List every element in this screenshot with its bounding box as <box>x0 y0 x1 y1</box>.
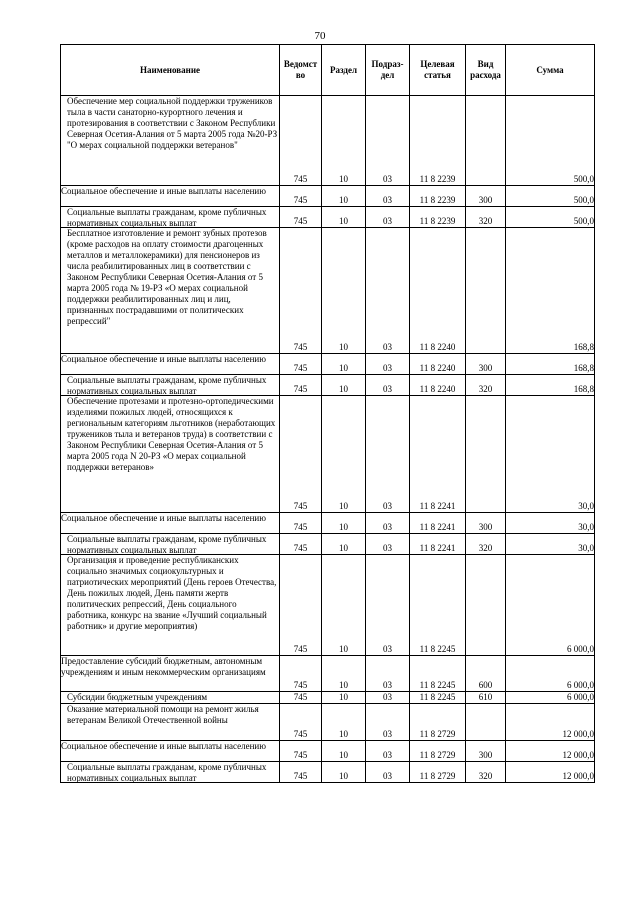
row-name-text: Социальное обеспечение и иные выплаты населению <box>61 513 266 523</box>
cell-dept: 745 <box>280 375 322 396</box>
cell-expense-type: 600 <box>466 656 506 692</box>
cell-section: 10 <box>322 96 366 186</box>
cell-target: 11 8 2729 <box>410 762 466 783</box>
cell-target: 11 8 2245 <box>410 555 466 656</box>
header-section: Раздел <box>322 45 366 96</box>
cell-amount: 12 000,0 <box>506 704 595 741</box>
cell-subsection: 03 <box>366 96 410 186</box>
cell-section: 10 <box>322 704 366 741</box>
cell-name <box>61 207 280 228</box>
cell-expense-type: 300 <box>466 186 506 207</box>
cell-expense-type <box>466 704 506 741</box>
cell-dept: 745 <box>280 741 322 762</box>
row-name-text: Социальные выплаты гражданам, кроме публичных нормативных социальных выплат <box>67 534 267 554</box>
table-row <box>61 534 595 555</box>
header-dept: Ведомст во <box>280 45 322 96</box>
cell-name <box>61 396 280 513</box>
cell-expense-type: 320 <box>466 375 506 396</box>
cell-dept: 745 <box>280 396 322 513</box>
cell-target: 11 8 2239 <box>410 186 466 207</box>
cell-target: 11 8 2729 <box>410 741 466 762</box>
cell-amount: 500,0 <box>506 186 595 207</box>
cell-name <box>61 534 280 555</box>
row-name-text: Социальное обеспечение и иные выплаты населению <box>61 354 266 364</box>
row-name-text: Организация и проведение республиканских социально значимых социокультурных и патриотических мероприятий (День героев Отечества, День пожилых людей, День памяти жертв политических репрессий, День социального работника, конкурс на звание «Лучший социальный работник» и другие мероприятия) <box>67 555 277 631</box>
cell-subsection: 03 <box>366 375 410 396</box>
cell-expense-type: 300 <box>466 354 506 375</box>
cell-expense-type: 300 <box>466 741 506 762</box>
cell-amount: 168,8 <box>506 354 595 375</box>
table-row <box>61 375 595 396</box>
table-row <box>61 741 595 762</box>
cell-subsection: 03 <box>366 354 410 375</box>
cell-section: 10 <box>322 207 366 228</box>
cell-expense-type <box>466 555 506 656</box>
cell-amount: 6 000,0 <box>506 692 595 704</box>
cell-subsection: 03 <box>366 555 410 656</box>
table-row <box>61 396 595 513</box>
cell-name <box>61 186 280 207</box>
cell-amount: 6 000,0 <box>506 656 595 692</box>
table-row <box>61 354 595 375</box>
cell-amount: 12 000,0 <box>506 741 595 762</box>
cell-expense-type: 320 <box>466 534 506 555</box>
cell-amount: 30,0 <box>506 534 595 555</box>
cell-dept: 745 <box>280 354 322 375</box>
cell-section: 10 <box>322 555 366 656</box>
cell-amount: 6 000,0 <box>506 555 595 656</box>
cell-target: 11 8 2240 <box>410 354 466 375</box>
row-name-text: Социальное обеспечение и иные выплаты населению <box>61 186 266 196</box>
budget-table <box>60 44 595 783</box>
cell-target: 11 8 2241 <box>410 534 466 555</box>
cell-target: 11 8 2245 <box>410 692 466 704</box>
header-expense-type: Вид расхода <box>466 45 506 96</box>
cell-name <box>61 656 280 692</box>
cell-section: 10 <box>322 692 366 704</box>
cell-expense-type: 320 <box>466 762 506 783</box>
row-name-text: Социальное обеспечение и иные выплаты населению <box>61 741 266 751</box>
cell-subsection: 03 <box>366 186 410 207</box>
row-name-text: Субсидии бюджетным учреждениям <box>67 692 208 702</box>
page-number: 70 <box>314 30 326 42</box>
cell-expense-type <box>466 228 506 354</box>
cell-subsection: 03 <box>366 762 410 783</box>
header-subsection: Подраз- дел <box>366 45 410 96</box>
cell-section: 10 <box>322 228 366 354</box>
table-row <box>61 513 595 534</box>
cell-target: 11 8 2729 <box>410 704 466 741</box>
cell-name <box>61 513 280 534</box>
cell-expense-type <box>466 96 506 186</box>
cell-amount: 500,0 <box>506 207 595 228</box>
cell-section: 10 <box>322 354 366 375</box>
cell-expense-type: 320 <box>466 207 506 228</box>
cell-target: 11 8 2240 <box>410 375 466 396</box>
cell-section: 10 <box>322 396 366 513</box>
cell-subsection: 03 <box>366 692 410 704</box>
cell-target: 11 8 2245 <box>410 656 466 692</box>
cell-target: 11 8 2240 <box>410 228 466 354</box>
cell-subsection: 03 <box>366 741 410 762</box>
cell-section: 10 <box>322 656 366 692</box>
cell-dept: 745 <box>280 704 322 741</box>
cell-name <box>61 762 280 783</box>
cell-section: 10 <box>322 534 366 555</box>
row-name-text: Социальные выплаты гражданам, кроме публичных нормативных социальных выплат <box>67 762 267 782</box>
cell-dept: 745 <box>280 186 322 207</box>
cell-amount: 168,8 <box>506 375 595 396</box>
row-name-text: Бесплатное изготовление и ремонт зубных протезов (кроме расходов на оплату стоимости драгоценных металлов и металлокерамики) для пенсионеров из числа реабилитированных лиц в соответствии с Законом Республики Северная Осетия-Алания от 5 марта 2005 года № 19-РЗ «О мерах социальной поддержки реабилитированных лиц и лиц, признанных пострадавшими от политических репрессий" <box>67 228 267 326</box>
cell-dept: 745 <box>280 228 322 354</box>
cell-name <box>61 354 280 375</box>
cell-name <box>61 555 280 656</box>
cell-dept: 745 <box>280 762 322 783</box>
cell-amount: 500,0 <box>506 96 595 186</box>
cell-dept: 745 <box>280 534 322 555</box>
cell-amount: 12 000,0 <box>506 762 595 783</box>
table-row <box>61 186 595 207</box>
cell-target: 11 8 2241 <box>410 396 466 513</box>
cell-dept: 745 <box>280 555 322 656</box>
cell-subsection: 03 <box>366 513 410 534</box>
cell-dept: 745 <box>280 692 322 704</box>
cell-expense-type <box>466 396 506 513</box>
table-row <box>61 228 595 354</box>
row-name-text: Социальные выплаты гражданам, кроме публичных нормативных социальных выплат <box>67 207 267 227</box>
header-target: Целевая статья <box>410 45 466 96</box>
cell-target: 11 8 2241 <box>410 513 466 534</box>
table-row <box>61 692 595 704</box>
cell-amount: 30,0 <box>506 513 595 534</box>
cell-section: 10 <box>322 762 366 783</box>
cell-amount: 168,8 <box>506 228 595 354</box>
cell-subsection: 03 <box>366 534 410 555</box>
header-amount: Сумма <box>506 45 595 96</box>
cell-dept: 745 <box>280 656 322 692</box>
cell-name <box>61 741 280 762</box>
row-name-text: Оказание материальной помощи на ремонт жилья ветеранам Великой Отечественной войны <box>67 704 259 725</box>
table-row <box>61 704 595 741</box>
cell-target: 11 8 2239 <box>410 207 466 228</box>
cell-name <box>61 96 280 186</box>
cell-subsection: 03 <box>366 207 410 228</box>
table-body <box>61 96 595 783</box>
table-row <box>61 96 595 186</box>
cell-name <box>61 704 280 741</box>
cell-subsection: 03 <box>366 704 410 741</box>
cell-section: 10 <box>322 513 366 534</box>
table-row <box>61 555 595 656</box>
cell-section: 10 <box>322 186 366 207</box>
cell-dept: 745 <box>280 513 322 534</box>
cell-dept: 745 <box>280 207 322 228</box>
row-name-text: Предоставление субсидий бюджетным, автономным учреждениям и иным некоммерческим организациям <box>61 656 266 677</box>
cell-subsection: 03 <box>366 228 410 354</box>
row-name-text: Социальные выплаты гражданам, кроме публичных нормативных социальных выплат <box>67 375 267 395</box>
cell-subsection: 03 <box>366 656 410 692</box>
table-row <box>61 762 595 783</box>
table-row <box>61 207 595 228</box>
cell-amount: 30,0 <box>506 396 595 513</box>
cell-target: 11 8 2239 <box>410 96 466 186</box>
cell-subsection: 03 <box>366 396 410 513</box>
cell-name <box>61 692 280 704</box>
cell-section: 10 <box>322 375 366 396</box>
cell-section: 10 <box>322 741 366 762</box>
row-name-text: Обеспечение мер социальной поддержки тружеников тыла в части санаторно-курортного лечения и протезирования в соответствии с Законом Республики Северная Осетия-Алания от 5 марта 2005 года №20-РЗ "О мерах социальной поддержки ветеранов" <box>67 96 278 150</box>
cell-expense-type: 610 <box>466 692 506 704</box>
cell-dept: 745 <box>280 96 322 186</box>
header-name: Наименование <box>61 45 280 96</box>
table-row <box>61 656 595 692</box>
cell-expense-type: 300 <box>466 513 506 534</box>
cell-name <box>61 375 280 396</box>
row-name-text: Обеспечение протезами и протезно-ортопедическими изделиями пожилых людей, относящихся к региональным категориям льготников (неработающих тружеников тыла и ветеранов труда) в соответствии с Законом Республики Северная Осетия-Алания от 5 марта 2005 года N 20-РЗ «О мерах социальной поддержки ветеранов» <box>67 396 276 472</box>
header-row <box>61 45 595 96</box>
cell-name <box>61 228 280 354</box>
